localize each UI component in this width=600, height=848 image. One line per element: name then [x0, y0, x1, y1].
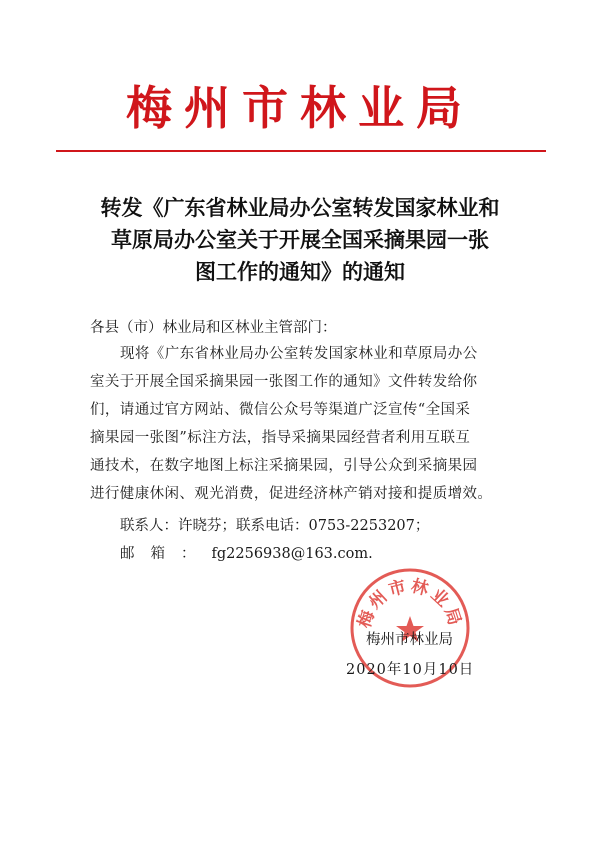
body-paragraph [90, 340, 530, 508]
salutation: 各县（市）林业局和区林业主管部门： [90, 320, 337, 336]
letterhead-title: 梅州市林业局 [126, 81, 474, 135]
body-line: 室关于开展全国采摘果园一张图工作的通知》文件转发给你 [90, 374, 478, 390]
body-line: 进行健康休闲、观光消费，促进经济林产销对接和提质增效。 [90, 486, 493, 502]
body-line: 现将《广东省林业局办公室转发国家林业和草原局办公 [120, 346, 478, 362]
document-title-line: 草原局办公室关于开展全国采摘果园一张 [111, 227, 489, 252]
document-title [70, 192, 530, 288]
body-line: 通技术，在数字地图上标注采摘果园，引导公众到采摘果园 [90, 458, 478, 474]
seal-text: 梅州市林业局 [354, 576, 466, 631]
signature-organization: 梅州市林业局 [366, 632, 453, 648]
document-title-line: 图工作的通知》的通知 [195, 259, 405, 284]
document-title-line: 转发《广东省林业局办公室转发国家林业和 [100, 195, 500, 220]
signature-date: 2020年10月10日 [346, 662, 475, 678]
letterhead-red-rule [56, 150, 546, 152]
email-label: 邮箱： [120, 546, 212, 562]
body-line: 摘果园一张图”标注方法，指导采摘果园经营者利用互联互 [90, 430, 471, 446]
email-address: fg2256938@163.com. [211, 546, 373, 562]
contact-line: 联系人：许晓芬；联系电话：0753-2253207； [120, 518, 430, 534]
email-line [120, 540, 373, 568]
body-line: 们，请通过官方网站、微信公众号等渠道广泛宣传“全国采 [90, 402, 471, 418]
